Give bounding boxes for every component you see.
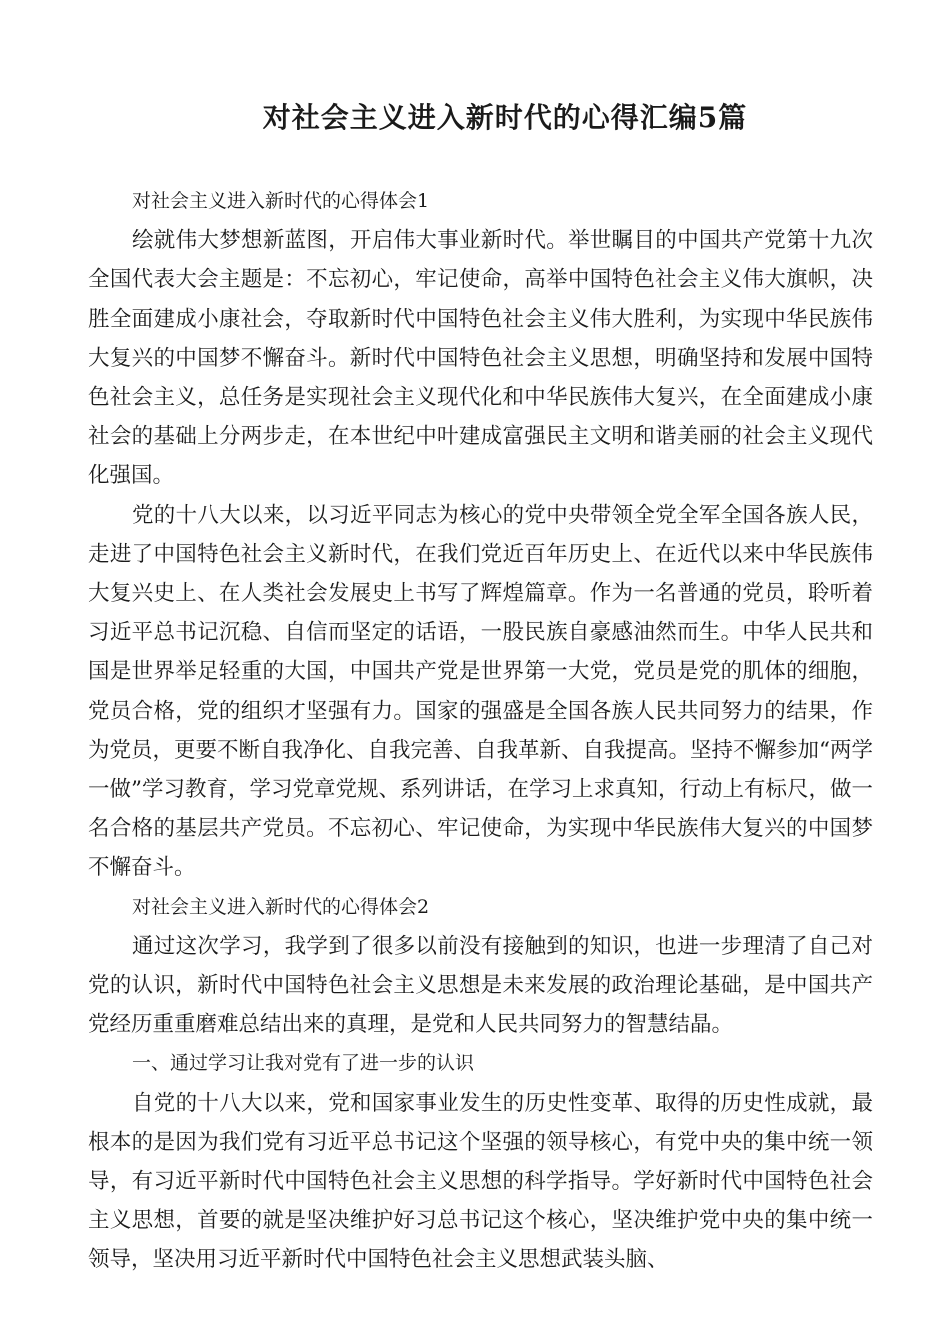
paragraph-4: 自党的十八大以来，党和国家事业发生的历史性变革、取得的历史性成就，最根本的是因为我们党有习近平总书记这个坚强的领导核心，有党中央的集中统一领导，有习近平新时代中国特色社会主义思想的科学指导。学好新时代中国特色社会主义思想，首要的就是坚决维护好习总书记这个核心，坚决维护党中央的集中统一领导，坚决用习近平新时代中国特色社会主义思想武装头脑、 — [88, 1090, 873, 1273]
paragraph-1: 绘就伟大梦想新蓝图，开启伟大事业新时代。举世瞩目的中国共产党第十九次全国代表大会主题是：不忘初心，牢记使命，高举中国特色社会主义伟大旗帜，决胜全面建成小康社会，夺取新时代中国特色社会主义伟大胜利，为实现中华民族伟大复兴的中国梦不懈奋斗。新时代中国特色社会主义思想，明确坚持和发展中国特色社会主义，总任务是实现社会主义现代化和中华民族伟大复兴，在全面建成小康社会的基础上分两步走，在本世纪中叶建成富强民主文明和谐美丽的社会主义现代化强国。 — [88, 228, 873, 489]
subsection-heading-1: 一、通过学习让我对党有了进一步的认识 — [132, 1052, 475, 1075]
document-title: 对社会主义进入新时代的心得汇编5篇 — [262, 101, 748, 134]
document-body — [88, 182, 873, 1280]
paragraph-2: 党的十八大以来，以习近平同志为核心的党中央带领全党全军全国各族人民，走进了中国特色社会主义新时代，在我们党近百年历史上、在近代以来中华民族伟大复兴史上、在人类社会发展史上书写了辉煌篇章。作为一名普通的党员，聆听着习近平总书记沉稳、自信而坚定的话语，一股民族自豪感油然而生。中华人民共和国是世界举足轻重的大国，中国共产党是世界第一大党，党员是党的肌体的细胞，党员合格，党的组织才坚强有力。国家的强盛是全国各族人民共同努力的结果，作为党员，更要不断自我净化、自我完善、自我革新、自我提高。坚持不懈参加“两学一做”学习教育，学习党章党规、系列讲话，在学习上求真知，行动上有标尺，做一名合格的基层共产党员。不忘初心、牢记使命，为实现中华民族伟大复兴的中国梦不懈奋斗。 — [88, 502, 873, 881]
paragraph-3: 通过这次学习，我学到了很多以前没有接触到的知识，也进一步理清了自己对党的认识，新时代中国特色社会主义思想是未来发展的政治理论基础，是中国共产党经历重重磨难总结出来的真理，是党和人民共同努力的智慧结晶。 — [88, 933, 873, 1038]
section-heading-1: 对社会主义进入新时代的心得体会1 — [132, 190, 430, 212]
section-heading-2: 对社会主义进入新时代的心得体会2 — [132, 895, 430, 918]
